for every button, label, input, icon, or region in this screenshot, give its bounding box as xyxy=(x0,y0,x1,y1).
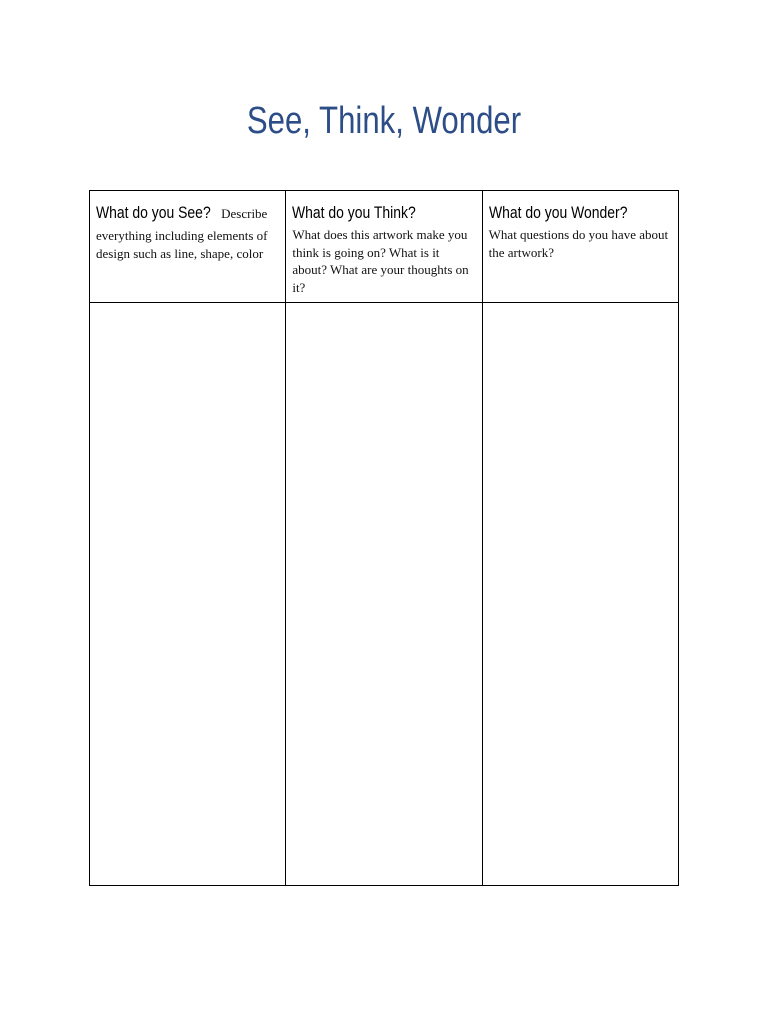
table-answer-row xyxy=(90,303,679,886)
table-header-row xyxy=(90,191,679,303)
wonder-answer-cell[interactable] xyxy=(482,303,678,886)
think-answer-cell[interactable] xyxy=(286,303,482,886)
page-title: See, Think, Wonder xyxy=(246,100,522,142)
wonder-description: What questions do you have about the artwork? xyxy=(488,227,669,260)
see-answer-cell[interactable] xyxy=(90,303,286,886)
think-header-cell xyxy=(286,191,482,303)
see-description-lead: Describe xyxy=(221,206,268,221)
wonder-heading: What do you Wonder? xyxy=(488,203,628,222)
see-heading-line xyxy=(96,200,279,227)
see-description: everything including elements of design such as line, shape, color xyxy=(96,228,268,261)
see-heading: What do you See? xyxy=(96,203,211,222)
think-heading: What do you Think? xyxy=(292,203,417,222)
think-description: What does this artwork make you think is going on? What is it about? What are your thoughts on it? xyxy=(292,227,469,295)
see-header-cell xyxy=(90,191,286,303)
wonder-header-cell xyxy=(482,191,678,303)
see-think-wonder-table xyxy=(89,190,679,886)
